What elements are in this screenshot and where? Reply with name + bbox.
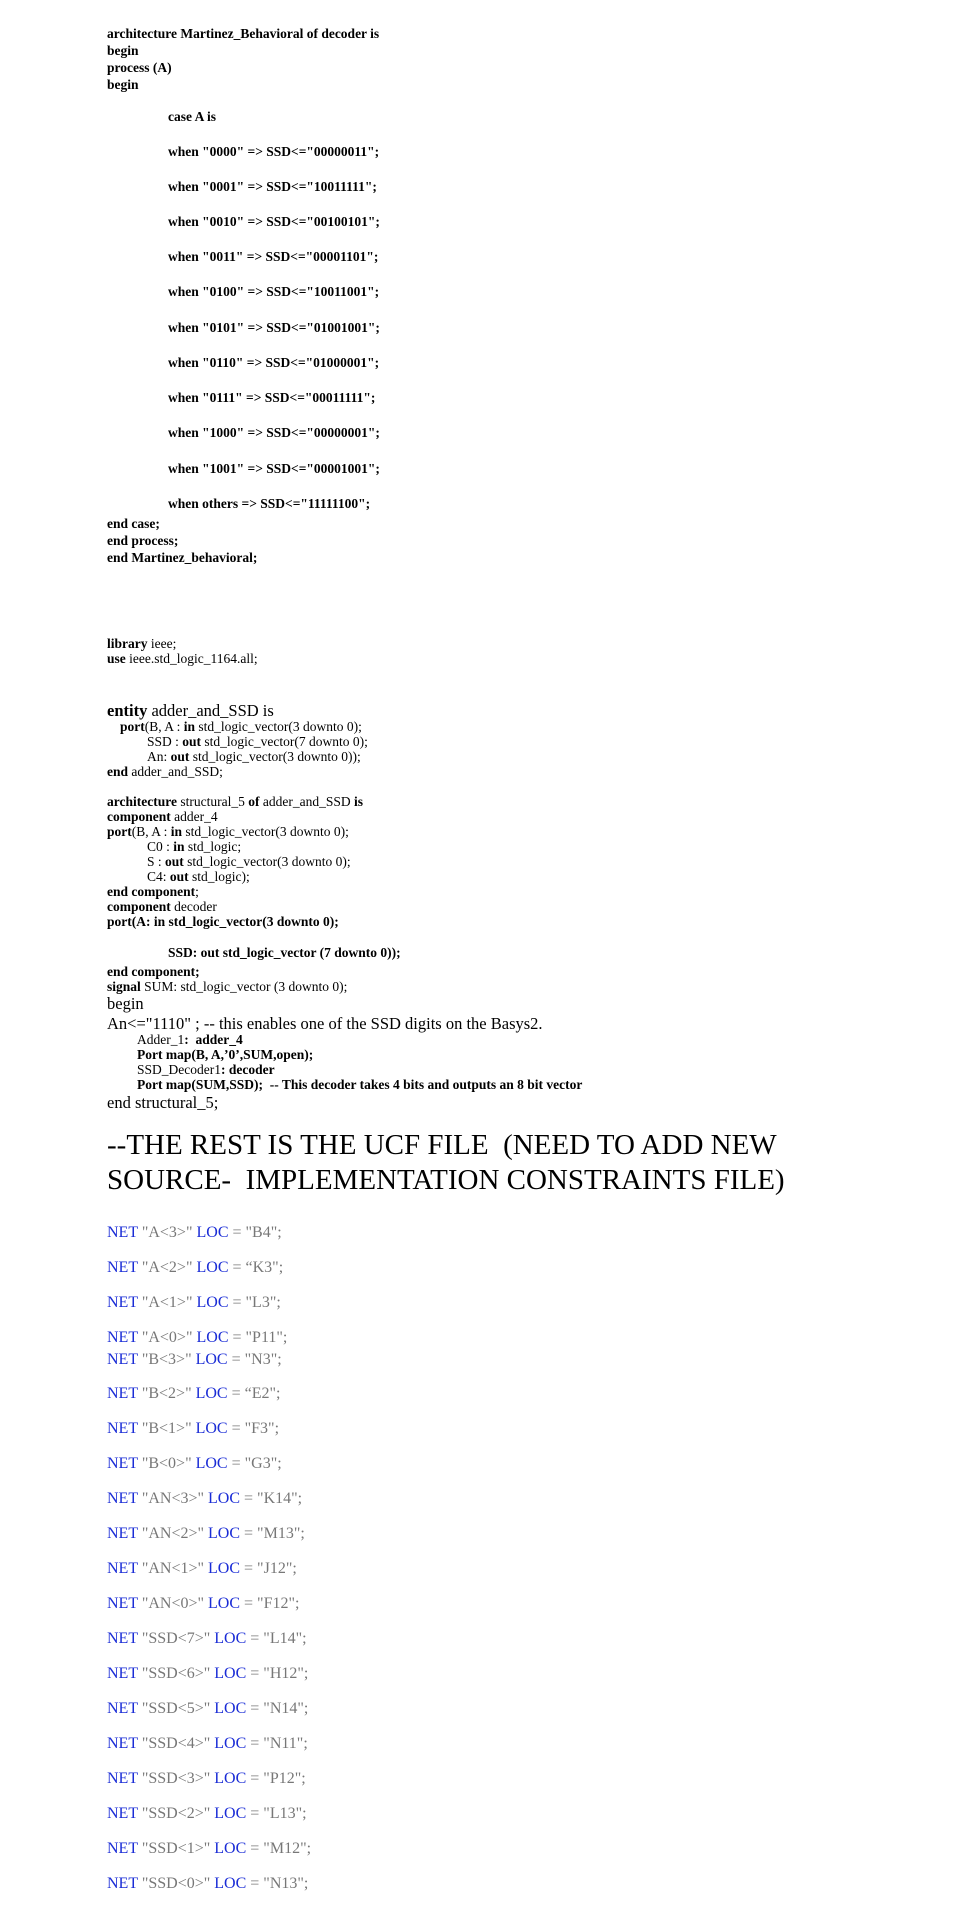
loc-keyword: LOC [208, 1595, 241, 1612]
keyword: port [120, 719, 145, 734]
code-text: Adder_1 [137, 1032, 185, 1047]
code-text: : decoder [221, 1062, 275, 1077]
loc-keyword: LOC [195, 1455, 228, 1472]
loc-keyword: LOC [208, 1490, 241, 1507]
code-line [147, 854, 351, 870]
net-keyword: NET [107, 1665, 138, 1682]
net-keyword: NET [107, 1259, 138, 1276]
ucf-constraint-line [107, 1419, 279, 1439]
code-text: ; [195, 884, 199, 899]
loc-value: = "F3"; [231, 1420, 280, 1437]
net-name: "B<0>" [141, 1455, 192, 1472]
loc-value: = "H12"; [250, 1665, 309, 1682]
net-keyword: NET [107, 1595, 138, 1612]
code-text: adder_and_SSD; [128, 764, 223, 779]
keyword: of [248, 794, 260, 809]
loc-keyword: LOC [214, 1840, 247, 1857]
code-text: adder_4 [170, 809, 218, 824]
code-line [107, 884, 199, 900]
loc-value: = "N3"; [231, 1351, 282, 1368]
section-heading: SOURCE- IMPLEMENTATION CONSTRAINTS FILE) [107, 1164, 785, 1196]
loc-value: = "N14"; [250, 1700, 309, 1717]
code-text: decoder [170, 899, 217, 914]
loc-keyword: LOC [195, 1420, 228, 1437]
case-line: when "0111" => SSD<="00011111"; [168, 390, 376, 405]
net-name: "A<1>" [141, 1294, 193, 1311]
keyword: port [107, 824, 132, 839]
loc-keyword: LOC [214, 1735, 247, 1752]
keyword: use [107, 651, 126, 666]
net-keyword: NET [107, 1630, 138, 1647]
code-line [107, 794, 363, 810]
case-line: when "1000" => SSD<="00000001"; [168, 425, 380, 440]
net-keyword: NET [107, 1385, 138, 1402]
loc-value: = "N11"; [250, 1735, 308, 1752]
net-keyword: NET [107, 1840, 138, 1857]
net-keyword: NET [107, 1770, 138, 1787]
code-line [107, 809, 218, 825]
net-name: "SSD<2>" [141, 1805, 211, 1822]
keyword: end component [107, 884, 196, 899]
net-keyword: NET [107, 1875, 138, 1892]
ucf-constraint-line [107, 1699, 308, 1719]
code-line: SSD: out std_logic_vector (7 downto 0)); [168, 945, 401, 960]
code-line: end structural_5; [107, 1093, 219, 1112]
loc-keyword: LOC [214, 1630, 247, 1647]
code-line: begin [107, 77, 139, 92]
net-name: "SSD<7>" [141, 1630, 211, 1647]
net-keyword: NET [107, 1329, 138, 1346]
code-line: end case; [107, 516, 160, 531]
code-line: process (A) [107, 60, 172, 75]
ucf-constraint-line [107, 1524, 305, 1544]
code-text: std_logic_vector(3 downto 0); [183, 854, 351, 869]
code-line [147, 869, 250, 885]
code-line: end Martinez_behavioral; [107, 550, 258, 565]
ucf-constraint-line [107, 1629, 307, 1649]
case-line: when "0100" => SSD<="10011001"; [168, 284, 380, 299]
code-line [147, 734, 368, 750]
code-line [107, 979, 347, 995]
net-keyword: NET [107, 1700, 138, 1717]
code-text: C4: [147, 869, 170, 884]
code-line [147, 749, 361, 765]
net-name: "A<0>" [141, 1329, 193, 1346]
code-line: end component; [107, 964, 200, 979]
loc-value: = "P11"; [232, 1329, 288, 1346]
net-name: "SSD<0>" [141, 1875, 211, 1892]
net-name: "A<3>" [141, 1224, 193, 1241]
loc-value: = "K14"; [244, 1490, 303, 1507]
loc-value: = "L13"; [250, 1805, 307, 1822]
keyword: signal [107, 979, 141, 994]
code-text: C0 : [147, 839, 174, 854]
ucf-constraint-line [107, 1559, 297, 1579]
code-line: Port map(SUM,SSD); -- This decoder takes 4 bits and outputs an 8 bit vector [137, 1077, 583, 1092]
net-keyword: NET [107, 1351, 138, 1368]
loc-keyword: LOC [214, 1875, 247, 1892]
keyword: library [107, 636, 148, 651]
loc-value: = "B4"; [232, 1224, 282, 1241]
net-name: "SSD<6>" [141, 1665, 211, 1682]
ucf-constraint-line [107, 1454, 282, 1474]
ucf-constraint-line [107, 1804, 307, 1824]
ucf-constraint-line [107, 1328, 287, 1348]
keyword: in [173, 839, 185, 854]
code-line: An<="1110" ; -- this enables one of the SSD digits on the Basys2. [107, 1014, 543, 1033]
case-line: when "0001" => SSD<="10011111"; [168, 179, 377, 194]
code-text: SSD_Decoder1 [137, 1062, 221, 1077]
code-text: adder_and_SSD [259, 794, 354, 809]
code-line [137, 1032, 243, 1048]
ucf-constraint-line [107, 1594, 299, 1614]
code-text: (B, A : [144, 719, 184, 734]
net-name: "B<1>" [141, 1420, 192, 1437]
net-name: "SSD<1>" [141, 1840, 211, 1857]
ucf-constraint-line [107, 1734, 308, 1754]
keyword: entity [107, 701, 148, 720]
code-line: architecture Martinez_Behavioral of decoder is [107, 26, 380, 41]
net-keyword: NET [107, 1490, 138, 1507]
code-line [107, 824, 349, 840]
net-keyword: NET [107, 1560, 138, 1577]
keyword: out [165, 854, 184, 869]
code-text: : adder_4 [184, 1032, 243, 1047]
keyword: component [107, 899, 171, 914]
case-line: when others => SSD<="11111100"; [168, 496, 371, 511]
loc-value: = "L3"; [232, 1294, 281, 1311]
code-line [107, 636, 176, 652]
loc-keyword: LOC [195, 1351, 228, 1368]
code-line [147, 839, 241, 855]
code-line: case A is [168, 109, 217, 124]
loc-keyword: LOC [214, 1770, 247, 1787]
loc-keyword: LOC [214, 1700, 247, 1717]
case-line: when "1001" => SSD<="00001001"; [168, 461, 380, 476]
loc-value: = "P12"; [250, 1770, 306, 1787]
loc-keyword: LOC [214, 1665, 247, 1682]
loc-value: = "J12"; [244, 1560, 297, 1577]
keyword: out [182, 734, 202, 749]
loc-keyword: LOC [196, 1294, 229, 1311]
code-line: port(A: in std_logic_vector(3 downto 0); [107, 914, 339, 929]
code-text: std_logic_vector(3 downto 0)); [189, 749, 361, 764]
code-line [137, 1062, 275, 1078]
ucf-constraint-line [107, 1874, 308, 1894]
code-text: std_logic; [184, 839, 242, 854]
code-text: std_logic_vector(7 downto 0); [201, 734, 368, 749]
code-line [107, 651, 258, 667]
code-text: ieee.std_logic_1164.all; [125, 651, 258, 666]
code-line: begin [107, 43, 139, 58]
code-text: std_logic_vector(3 downto 0); [195, 719, 362, 734]
case-line: when "0110" => SSD<="01000001"; [168, 355, 380, 370]
loc-keyword: LOC [208, 1560, 241, 1577]
keyword: in [183, 719, 196, 734]
loc-keyword: LOC [196, 1329, 229, 1346]
keyword: out [170, 749, 190, 764]
keyword: in [170, 824, 183, 839]
loc-value: = "M13"; [244, 1525, 305, 1542]
loc-keyword: LOC [195, 1385, 228, 1402]
loc-value: = “K3"; [232, 1259, 284, 1276]
net-keyword: NET [107, 1224, 138, 1241]
ucf-constraint-line [107, 1489, 302, 1509]
case-line: when "0010" => SSD<="00100101"; [168, 214, 380, 229]
ucf-constraint-line [107, 1350, 282, 1370]
net-name: "AN<1>" [141, 1560, 205, 1577]
loc-keyword: LOC [196, 1259, 229, 1276]
net-name: "SSD<5>" [141, 1700, 211, 1717]
net-keyword: NET [107, 1735, 138, 1752]
net-name: "AN<0>" [141, 1595, 205, 1612]
net-keyword: NET [107, 1805, 138, 1822]
net-name: "B<2>" [141, 1385, 192, 1402]
net-name: "A<2>" [141, 1259, 193, 1276]
keyword: is [353, 794, 363, 809]
code-line [120, 719, 362, 735]
code-text: structural_5 [176, 794, 249, 809]
loc-value: = "M12"; [250, 1840, 312, 1857]
ucf-constraint-line [107, 1293, 281, 1313]
code-text: (B, A : [131, 824, 171, 839]
code-text: std_logic); [188, 869, 250, 884]
code-text: std_logic_vector(3 downto 0); [182, 824, 349, 839]
keyword: component [107, 809, 171, 824]
net-name: "AN<2>" [141, 1525, 205, 1542]
code-text: adder_and_SSD is [147, 701, 274, 720]
code-text: ieee; [147, 636, 177, 651]
ucf-constraint-line [107, 1258, 283, 1278]
keyword: end [107, 764, 129, 779]
code-line: Port map(B, A,’0’,SUM,open); [137, 1047, 314, 1062]
section-heading: --THE REST IS THE UCF FILE (NEED TO ADD NEW [107, 1129, 777, 1161]
keyword: architecture [107, 794, 177, 809]
ucf-constraint-line [107, 1384, 280, 1404]
ucf-constraint-line [107, 1223, 282, 1243]
ucf-constraint-line [107, 1769, 306, 1789]
code-text: SUM: std_logic_vector (3 downto 0); [140, 979, 348, 994]
loc-value: = "F12"; [244, 1595, 300, 1612]
case-line: when "0011" => SSD<="00001101"; [168, 249, 379, 264]
loc-value: = "G3"; [231, 1455, 282, 1472]
ucf-constraint-line [107, 1664, 308, 1684]
ucf-constraint-line [107, 1839, 311, 1859]
code-line [107, 701, 274, 721]
loc-keyword: LOC [208, 1525, 241, 1542]
code-text: An: [147, 749, 171, 764]
code-line [107, 899, 217, 915]
loc-value: = "N13"; [250, 1875, 309, 1892]
code-line: end process; [107, 533, 179, 548]
code-text: SSD : [147, 734, 183, 749]
case-line: when "0000" => SSD<="00000011"; [168, 144, 380, 159]
code-line [107, 764, 223, 780]
loc-keyword: LOC [214, 1805, 247, 1822]
net-name: "B<3>" [141, 1351, 192, 1368]
net-keyword: NET [107, 1420, 138, 1437]
code-text: S : [147, 854, 166, 869]
net-name: "SSD<3>" [141, 1770, 211, 1787]
keyword: out [169, 869, 189, 884]
case-line: when "0101" => SSD<="01001001"; [168, 320, 380, 335]
net-name: "AN<3>" [141, 1490, 205, 1507]
code-line: begin [107, 994, 144, 1013]
net-keyword: NET [107, 1525, 138, 1542]
net-name: "SSD<4>" [141, 1735, 211, 1752]
net-keyword: NET [107, 1294, 138, 1311]
loc-value: = “E2"; [231, 1385, 281, 1402]
net-keyword: NET [107, 1455, 138, 1472]
loc-keyword: LOC [196, 1224, 229, 1241]
loc-value: = "L14"; [250, 1630, 307, 1647]
